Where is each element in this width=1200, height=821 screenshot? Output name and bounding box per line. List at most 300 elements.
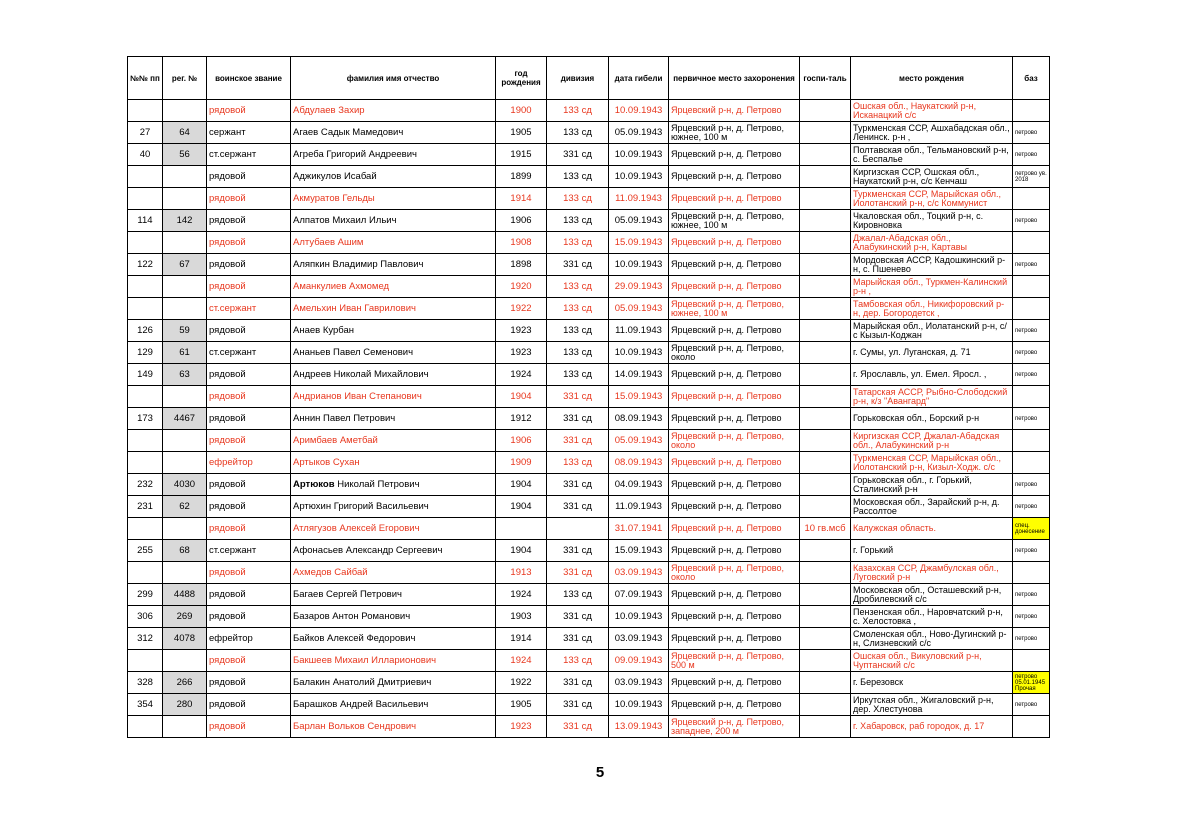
cell-division: 331 сд — [547, 628, 609, 650]
cell-base: петрово ув. 2018 — [1013, 166, 1050, 188]
cell-reg — [163, 188, 207, 210]
cell-death-date: 03.09.1943 — [609, 628, 669, 650]
cell-num — [128, 562, 163, 584]
table-row — [128, 672, 1050, 694]
cell-hospital — [800, 166, 851, 188]
cell-burial-place: Ярцевский р-н, д. Петрово, около — [669, 562, 800, 584]
cell-rank: рядовой — [207, 320, 291, 342]
cell-rank: рядовой — [207, 474, 291, 496]
cell-hospital — [800, 540, 851, 562]
cell-year: 1920 — [496, 276, 547, 298]
cell-base: петрово — [1013, 628, 1050, 650]
cell-reg — [163, 298, 207, 320]
cell-division: 331 сд — [547, 606, 609, 628]
cell-burial-place: Ярцевский р-н, д. Петрово — [669, 100, 800, 122]
cell-burial-place: Ярцевский р-н, д. Петрово, западнее, 200 м — [669, 716, 800, 738]
header-burial-place: первичное место захоронения — [669, 57, 800, 100]
cell-rank: рядовой — [207, 276, 291, 298]
table-row — [128, 254, 1050, 276]
cell-year: 1905 — [496, 694, 547, 716]
cell-year — [496, 518, 547, 540]
cell-reg — [163, 232, 207, 254]
cell-name: Аримбаев Аметбай — [291, 430, 496, 452]
cell-hospital — [800, 210, 851, 232]
cell-reg: 269 — [163, 606, 207, 628]
cell-division: 133 сд — [547, 276, 609, 298]
cell-death-date: 10.09.1943 — [609, 100, 669, 122]
cell-base: спец. донесение — [1013, 518, 1050, 540]
cell-birth-place: Ошская обл., Наукатский р-н, Исканацкий с/с — [851, 100, 1013, 122]
cell-reg: 68 — [163, 540, 207, 562]
cell-death-date: 10.09.1943 — [609, 606, 669, 628]
header-year: год рождения — [496, 57, 547, 100]
cell-division: 133 сд — [547, 166, 609, 188]
cell-death-date: 15.09.1943 — [609, 386, 669, 408]
cell-burial-place: Ярцевский р-н, д. Петрово — [669, 320, 800, 342]
cell-division: 133 сд — [547, 298, 609, 320]
cell-death-date: 07.09.1943 — [609, 584, 669, 606]
cell-base — [1013, 298, 1050, 320]
cell-year: 1922 — [496, 298, 547, 320]
cell-base: петрово — [1013, 254, 1050, 276]
cell-hospital — [800, 474, 851, 496]
cell-num — [128, 518, 163, 540]
cell-name: Багаев Сергей Петрович — [291, 584, 496, 606]
cell-division: 133 сд — [547, 452, 609, 474]
cell-year: 1906 — [496, 210, 547, 232]
cell-name: Артюков Николай Петрович — [291, 474, 496, 496]
cell-num: 299 — [128, 584, 163, 606]
cell-year: 1913 — [496, 562, 547, 584]
cell-division: 133 сд — [547, 320, 609, 342]
cell-base: петрово — [1013, 540, 1050, 562]
table-row — [128, 320, 1050, 342]
cell-rank: рядовой — [207, 100, 291, 122]
table-row — [128, 452, 1050, 474]
cell-division: 331 сд — [547, 540, 609, 562]
table-row — [128, 606, 1050, 628]
cell-num — [128, 650, 163, 672]
table-body — [128, 100, 1050, 738]
header-hospital: госпи-таль — [800, 57, 851, 100]
cell-reg — [163, 430, 207, 452]
table-row — [128, 518, 1050, 540]
cell-name: Барлан Вольков Сендрович — [291, 716, 496, 738]
cell-reg — [163, 100, 207, 122]
cell-division: 331 сд — [547, 496, 609, 518]
cell-base — [1013, 100, 1050, 122]
cell-birth-place: Иркутская обл., Жигаловский р-н, дер. Хлестунова — [851, 694, 1013, 716]
cell-reg: 266 — [163, 672, 207, 694]
cell-birth-place: Московская обл., Осташевский р-н, Дробилевский с/с — [851, 584, 1013, 606]
table-row — [128, 364, 1050, 386]
cell-num — [128, 430, 163, 452]
cell-burial-place: Ярцевский р-н, д. Петрово — [669, 672, 800, 694]
cell-division: 331 сд — [547, 694, 609, 716]
cell-name: Агреба Григорий Андреевич — [291, 144, 496, 166]
cell-year: 1908 — [496, 232, 547, 254]
cell-name: Андреев Николай Михайлович — [291, 364, 496, 386]
table-row — [128, 540, 1050, 562]
cell-burial-place: Ярцевский р-н, д. Петрово — [669, 452, 800, 474]
table-row — [128, 166, 1050, 188]
table-header-row — [128, 57, 1050, 100]
cell-rank: рядовой — [207, 254, 291, 276]
cell-burial-place: Ярцевский р-н, д. Петрово — [669, 584, 800, 606]
cell-burial-place: Ярцевский р-н, д. Петрово — [669, 518, 800, 540]
cell-burial-place: Ярцевский р-н, д. Петрово — [669, 606, 800, 628]
cell-num: 354 — [128, 694, 163, 716]
cell-name: Атлягузов Алексей Егорович — [291, 518, 496, 540]
cell-division: 133 сд — [547, 188, 609, 210]
cell-death-date: 11.09.1943 — [609, 188, 669, 210]
cell-rank: рядовой — [207, 364, 291, 386]
cell-burial-place: Ярцевский р-н, д. Петрово, около — [669, 430, 800, 452]
cell-base: петрово — [1013, 408, 1050, 430]
cell-birth-place: г. Горький — [851, 540, 1013, 562]
cell-year: 1924 — [496, 650, 547, 672]
cell-reg: 64 — [163, 122, 207, 144]
cell-division: 133 сд — [547, 100, 609, 122]
cell-hospital — [800, 694, 851, 716]
cell-base: петрово — [1013, 144, 1050, 166]
cell-birth-place: Ошская обл., Викуловский р-н, Чуптанский с/с — [851, 650, 1013, 672]
cell-death-date: 05.09.1943 — [609, 430, 669, 452]
cell-burial-place: Ярцевский р-н, д. Петрово — [669, 232, 800, 254]
cell-num: 312 — [128, 628, 163, 650]
header-rank: воинское звание — [207, 57, 291, 100]
cell-death-date: 03.09.1943 — [609, 562, 669, 584]
cell-year: 1914 — [496, 628, 547, 650]
cell-year: 1904 — [496, 540, 547, 562]
cell-name: Артюхин Григорий Васильевич — [291, 496, 496, 518]
cell-num — [128, 716, 163, 738]
cell-burial-place: Ярцевский р-н, д. Петрово, южнее, 100 м — [669, 210, 800, 232]
cell-hospital — [800, 232, 851, 254]
cell-hospital — [800, 144, 851, 166]
table-row — [128, 430, 1050, 452]
cell-burial-place: Ярцевский р-н, д. Петрово — [669, 540, 800, 562]
cell-burial-place: Ярцевский р-н, д. Петрово — [669, 254, 800, 276]
surname-bold: Артюков — [293, 478, 335, 490]
cell-year: 1904 — [496, 386, 547, 408]
cell-hospital — [800, 562, 851, 584]
cell-division: 133 сд — [547, 650, 609, 672]
header-death-date: дата гибели — [609, 57, 669, 100]
cell-death-date: 04.09.1943 — [609, 474, 669, 496]
cell-birth-place: Полтавская обл., Тельмановский р-н, с. Беспалье — [851, 144, 1013, 166]
cell-reg — [163, 716, 207, 738]
cell-year: 1914 — [496, 188, 547, 210]
cell-name: Балакин Анатолий Дмитриевич — [291, 672, 496, 694]
cell-burial-place: Ярцевский р-н, д. Петрово — [669, 496, 800, 518]
cell-burial-place: Ярцевский р-н, д. Петрово — [669, 166, 800, 188]
cell-death-date: 29.09.1943 — [609, 276, 669, 298]
cell-hospital — [800, 100, 851, 122]
cell-base — [1013, 430, 1050, 452]
cell-birth-place: г. Ярославль, ул. Емел. Яросл. , — [851, 364, 1013, 386]
cell-birth-place: Горьковская обл., г. Горький, Сталинский р-н — [851, 474, 1013, 496]
cell-reg: 63 — [163, 364, 207, 386]
cell-burial-place: Ярцевский р-н, д. Петрово — [669, 694, 800, 716]
cell-rank: ефрейтор — [207, 628, 291, 650]
cell-birth-place: г. Березовск — [851, 672, 1013, 694]
cell-name: Аманкулиев Ахмомед — [291, 276, 496, 298]
cell-burial-place: Ярцевский р-н, д. Петрово, южнее, 100 м — [669, 122, 800, 144]
cell-death-date: 15.09.1943 — [609, 232, 669, 254]
cell-birth-place: Мордовская АССР, Кадошкинский р-н, с. Пшенево — [851, 254, 1013, 276]
cell-reg: 4078 — [163, 628, 207, 650]
cell-death-date: 03.09.1943 — [609, 672, 669, 694]
cell-name: Афонасьев Александр Сергеевич — [291, 540, 496, 562]
cell-division: 331 сд — [547, 716, 609, 738]
cell-reg — [163, 452, 207, 474]
cell-hospital — [800, 188, 851, 210]
cell-reg: 4488 — [163, 584, 207, 606]
cell-death-date: 15.09.1943 — [609, 540, 669, 562]
cell-reg — [163, 276, 207, 298]
cell-rank: рядовой — [207, 562, 291, 584]
cell-hospital — [800, 452, 851, 474]
cell-burial-place: Ярцевский р-н, д. Петрово — [669, 408, 800, 430]
table-row — [128, 188, 1050, 210]
cell-reg — [163, 650, 207, 672]
cell-num: 232 — [128, 474, 163, 496]
cell-birth-place: Киргизская ССР, Джалал-Абадская обл., Алабукинский р-н — [851, 430, 1013, 452]
cell-rank: рядовой — [207, 188, 291, 210]
cell-base: петрово — [1013, 606, 1050, 628]
cell-num — [128, 452, 163, 474]
cell-year: 1923 — [496, 342, 547, 364]
cell-rank: рядовой — [207, 232, 291, 254]
cell-hospital — [800, 386, 851, 408]
cell-rank: рядовой — [207, 210, 291, 232]
cell-name: Абдулаев Захир — [291, 100, 496, 122]
table-row — [128, 496, 1050, 518]
cell-name: Бакшеев Михаил Илларионович — [291, 650, 496, 672]
cell-birth-place: Татарская АССР, Рыбно-Слободский р-н, к/з "Авангард" — [851, 386, 1013, 408]
cell-base: петрово — [1013, 122, 1050, 144]
cell-year: 1900 — [496, 100, 547, 122]
cell-division: 133 сд — [547, 364, 609, 386]
cell-birth-place: Смоленская обл., Ново-Дугинский р-н, Слизневский с/с — [851, 628, 1013, 650]
cell-name: Анаев Курбан — [291, 320, 496, 342]
cell-rank: рядовой — [207, 386, 291, 408]
cell-year: 1899 — [496, 166, 547, 188]
cell-rank: ст.сержант — [207, 298, 291, 320]
cell-burial-place: Ярцевский р-н, д. Петрово, около — [669, 342, 800, 364]
cell-reg: 142 — [163, 210, 207, 232]
cell-name: Агаев Садык Мамедович — [291, 122, 496, 144]
cell-burial-place: Ярцевский р-н, д. Петрово — [669, 276, 800, 298]
cell-hospital — [800, 716, 851, 738]
cell-burial-place: Ярцевский р-н, д. Петрово — [669, 188, 800, 210]
cell-year: 1923 — [496, 716, 547, 738]
header-num: №№ пп — [128, 57, 163, 100]
cell-division: 331 сд — [547, 386, 609, 408]
table-row — [128, 276, 1050, 298]
table-row — [128, 210, 1050, 232]
cell-name: Аляпкин Владимир Павлович — [291, 254, 496, 276]
cell-division: 331 сд — [547, 562, 609, 584]
cell-reg: 56 — [163, 144, 207, 166]
cell-hospital — [800, 254, 851, 276]
cell-death-date: 05.09.1943 — [609, 122, 669, 144]
cell-rank: ст.сержант — [207, 540, 291, 562]
cell-rank: рядовой — [207, 650, 291, 672]
cell-base: петрово — [1013, 474, 1050, 496]
cell-rank: ст.сержант — [207, 144, 291, 166]
cell-base: петрово — [1013, 584, 1050, 606]
table-row — [128, 408, 1050, 430]
cell-hospital — [800, 606, 851, 628]
cell-burial-place: Ярцевский р-н, д. Петрово — [669, 474, 800, 496]
cell-rank: рядовой — [207, 606, 291, 628]
cell-year: 1912 — [496, 408, 547, 430]
cell-hospital — [800, 672, 851, 694]
cell-hospital — [800, 408, 851, 430]
cell-birth-place: г. Сумы, ул. Луганская, д. 71 — [851, 342, 1013, 364]
table-row — [128, 650, 1050, 672]
cell-year: 1898 — [496, 254, 547, 276]
cell-base — [1013, 232, 1050, 254]
cell-birth-place: Горьковская обл., Борский р-н — [851, 408, 1013, 430]
cell-num: 306 — [128, 606, 163, 628]
cell-hospital — [800, 650, 851, 672]
cell-reg: 4030 — [163, 474, 207, 496]
cell-reg — [163, 166, 207, 188]
page-number: 5 — [595, 764, 605, 781]
cell-name: Алпатов Михаил Ильич — [291, 210, 496, 232]
cell-rank: рядовой — [207, 408, 291, 430]
header-reg: рег. № — [163, 57, 207, 100]
cell-name: Аннин Павел Петрович — [291, 408, 496, 430]
table-row — [128, 298, 1050, 320]
cell-division: 133 сд — [547, 342, 609, 364]
cell-burial-place: Ярцевский р-н, д. Петрово — [669, 144, 800, 166]
table-row — [128, 694, 1050, 716]
cell-birth-place: Киргизская ССР, Ошская обл., Наукатский р-н, с/с Кенчаш — [851, 166, 1013, 188]
cell-hospital — [800, 628, 851, 650]
cell-num: 255 — [128, 540, 163, 562]
cell-num: 129 — [128, 342, 163, 364]
burial-records-table — [127, 56, 1050, 738]
cell-death-date: 10.09.1943 — [609, 144, 669, 166]
cell-reg: 61 — [163, 342, 207, 364]
cell-birth-place: Пензенская обл., Наровчатский р-н, с. Хелостовка , — [851, 606, 1013, 628]
cell-birth-place: Московская обл., Зарайский р-н, д. Рассолтое — [851, 496, 1013, 518]
cell-birth-place: Калужская область. — [851, 518, 1013, 540]
cell-name: Байков Алексей Федорович — [291, 628, 496, 650]
cell-rank: рядовой — [207, 496, 291, 518]
cell-num: 40 — [128, 144, 163, 166]
cell-rank: рядовой — [207, 716, 291, 738]
cell-name: Артыков Сухан — [291, 452, 496, 474]
cell-death-date: 11.09.1943 — [609, 496, 669, 518]
cell-reg: 59 — [163, 320, 207, 342]
cell-num: 126 — [128, 320, 163, 342]
cell-base: петрово — [1013, 320, 1050, 342]
cell-num: 27 — [128, 122, 163, 144]
cell-division: 133 сд — [547, 232, 609, 254]
cell-rank: рядовой — [207, 518, 291, 540]
cell-division: 133 сд — [547, 584, 609, 606]
cell-death-date: 05.09.1943 — [609, 298, 669, 320]
cell-name: Ананьев Павел Семенович — [291, 342, 496, 364]
cell-base: петрово — [1013, 496, 1050, 518]
cell-division: 331 сд — [547, 430, 609, 452]
cell-base: петрово — [1013, 364, 1050, 386]
cell-name: Барашков Андрей Васильевич — [291, 694, 496, 716]
header-birth-place: место рождения — [851, 57, 1013, 100]
cell-base — [1013, 650, 1050, 672]
cell-hospital — [800, 276, 851, 298]
cell-burial-place: Ярцевский р-н, д. Петрово, 500 м — [669, 650, 800, 672]
cell-burial-place: Ярцевский р-н, д. Петрово — [669, 364, 800, 386]
header-name: фамилия имя отчество — [291, 57, 496, 100]
cell-rank: ст.сержант — [207, 342, 291, 364]
cell-division: 133 сд — [547, 122, 609, 144]
cell-hospital — [800, 496, 851, 518]
cell-base: петрово — [1013, 210, 1050, 232]
cell-death-date: 31.07.1941 — [609, 518, 669, 540]
cell-base — [1013, 386, 1050, 408]
cell-death-date: 11.09.1943 — [609, 320, 669, 342]
cell-division: 331 сд — [547, 474, 609, 496]
cell-reg — [163, 518, 207, 540]
cell-death-date: 09.09.1943 — [609, 650, 669, 672]
cell-burial-place: Ярцевский р-н, д. Петрово — [669, 628, 800, 650]
cell-division: 331 сд — [547, 408, 609, 430]
cell-reg: 280 — [163, 694, 207, 716]
cell-birth-place: Марыйская обл., Иолатанский р-н, с/с Кызыл-Коджан — [851, 320, 1013, 342]
cell-num — [128, 386, 163, 408]
cell-year: 1922 — [496, 672, 547, 694]
table-row — [128, 386, 1050, 408]
cell-death-date: 14.09.1943 — [609, 364, 669, 386]
cell-name: Акмуратов Гельды — [291, 188, 496, 210]
cell-year: 1904 — [496, 496, 547, 518]
cell-num — [128, 166, 163, 188]
cell-name: Базаров Антон Романович — [291, 606, 496, 628]
cell-name: Алтубаев Ашим — [291, 232, 496, 254]
cell-division: 331 сд — [547, 672, 609, 694]
cell-name: Амельхин Иван Гаврилович — [291, 298, 496, 320]
cell-death-date: 10.09.1943 — [609, 166, 669, 188]
cell-year: 1924 — [496, 364, 547, 386]
cell-num: 114 — [128, 210, 163, 232]
table-row — [128, 474, 1050, 496]
cell-birth-place: Джалал-Абадская обл., Алабукинский р-н, Картавы — [851, 232, 1013, 254]
cell-rank: сержант — [207, 122, 291, 144]
cell-name: Андрианов Иван Степанович — [291, 386, 496, 408]
cell-num — [128, 100, 163, 122]
cell-num — [128, 232, 163, 254]
cell-hospital — [800, 298, 851, 320]
cell-death-date: 05.09.1943 — [609, 210, 669, 232]
cell-reg — [163, 386, 207, 408]
cell-reg: 62 — [163, 496, 207, 518]
cell-base — [1013, 188, 1050, 210]
cell-birth-place: Казахская ССР, Джамбулская обл., Луговский р-н — [851, 562, 1013, 584]
table-row — [128, 232, 1050, 254]
cell-division: 133 сд — [547, 210, 609, 232]
cell-birth-place: Тамбовская обл., Никифоровский р-н, дер. Богородетск , — [851, 298, 1013, 320]
table-row — [128, 144, 1050, 166]
cell-year: 1924 — [496, 584, 547, 606]
table-row — [128, 628, 1050, 650]
table-row — [128, 716, 1050, 738]
